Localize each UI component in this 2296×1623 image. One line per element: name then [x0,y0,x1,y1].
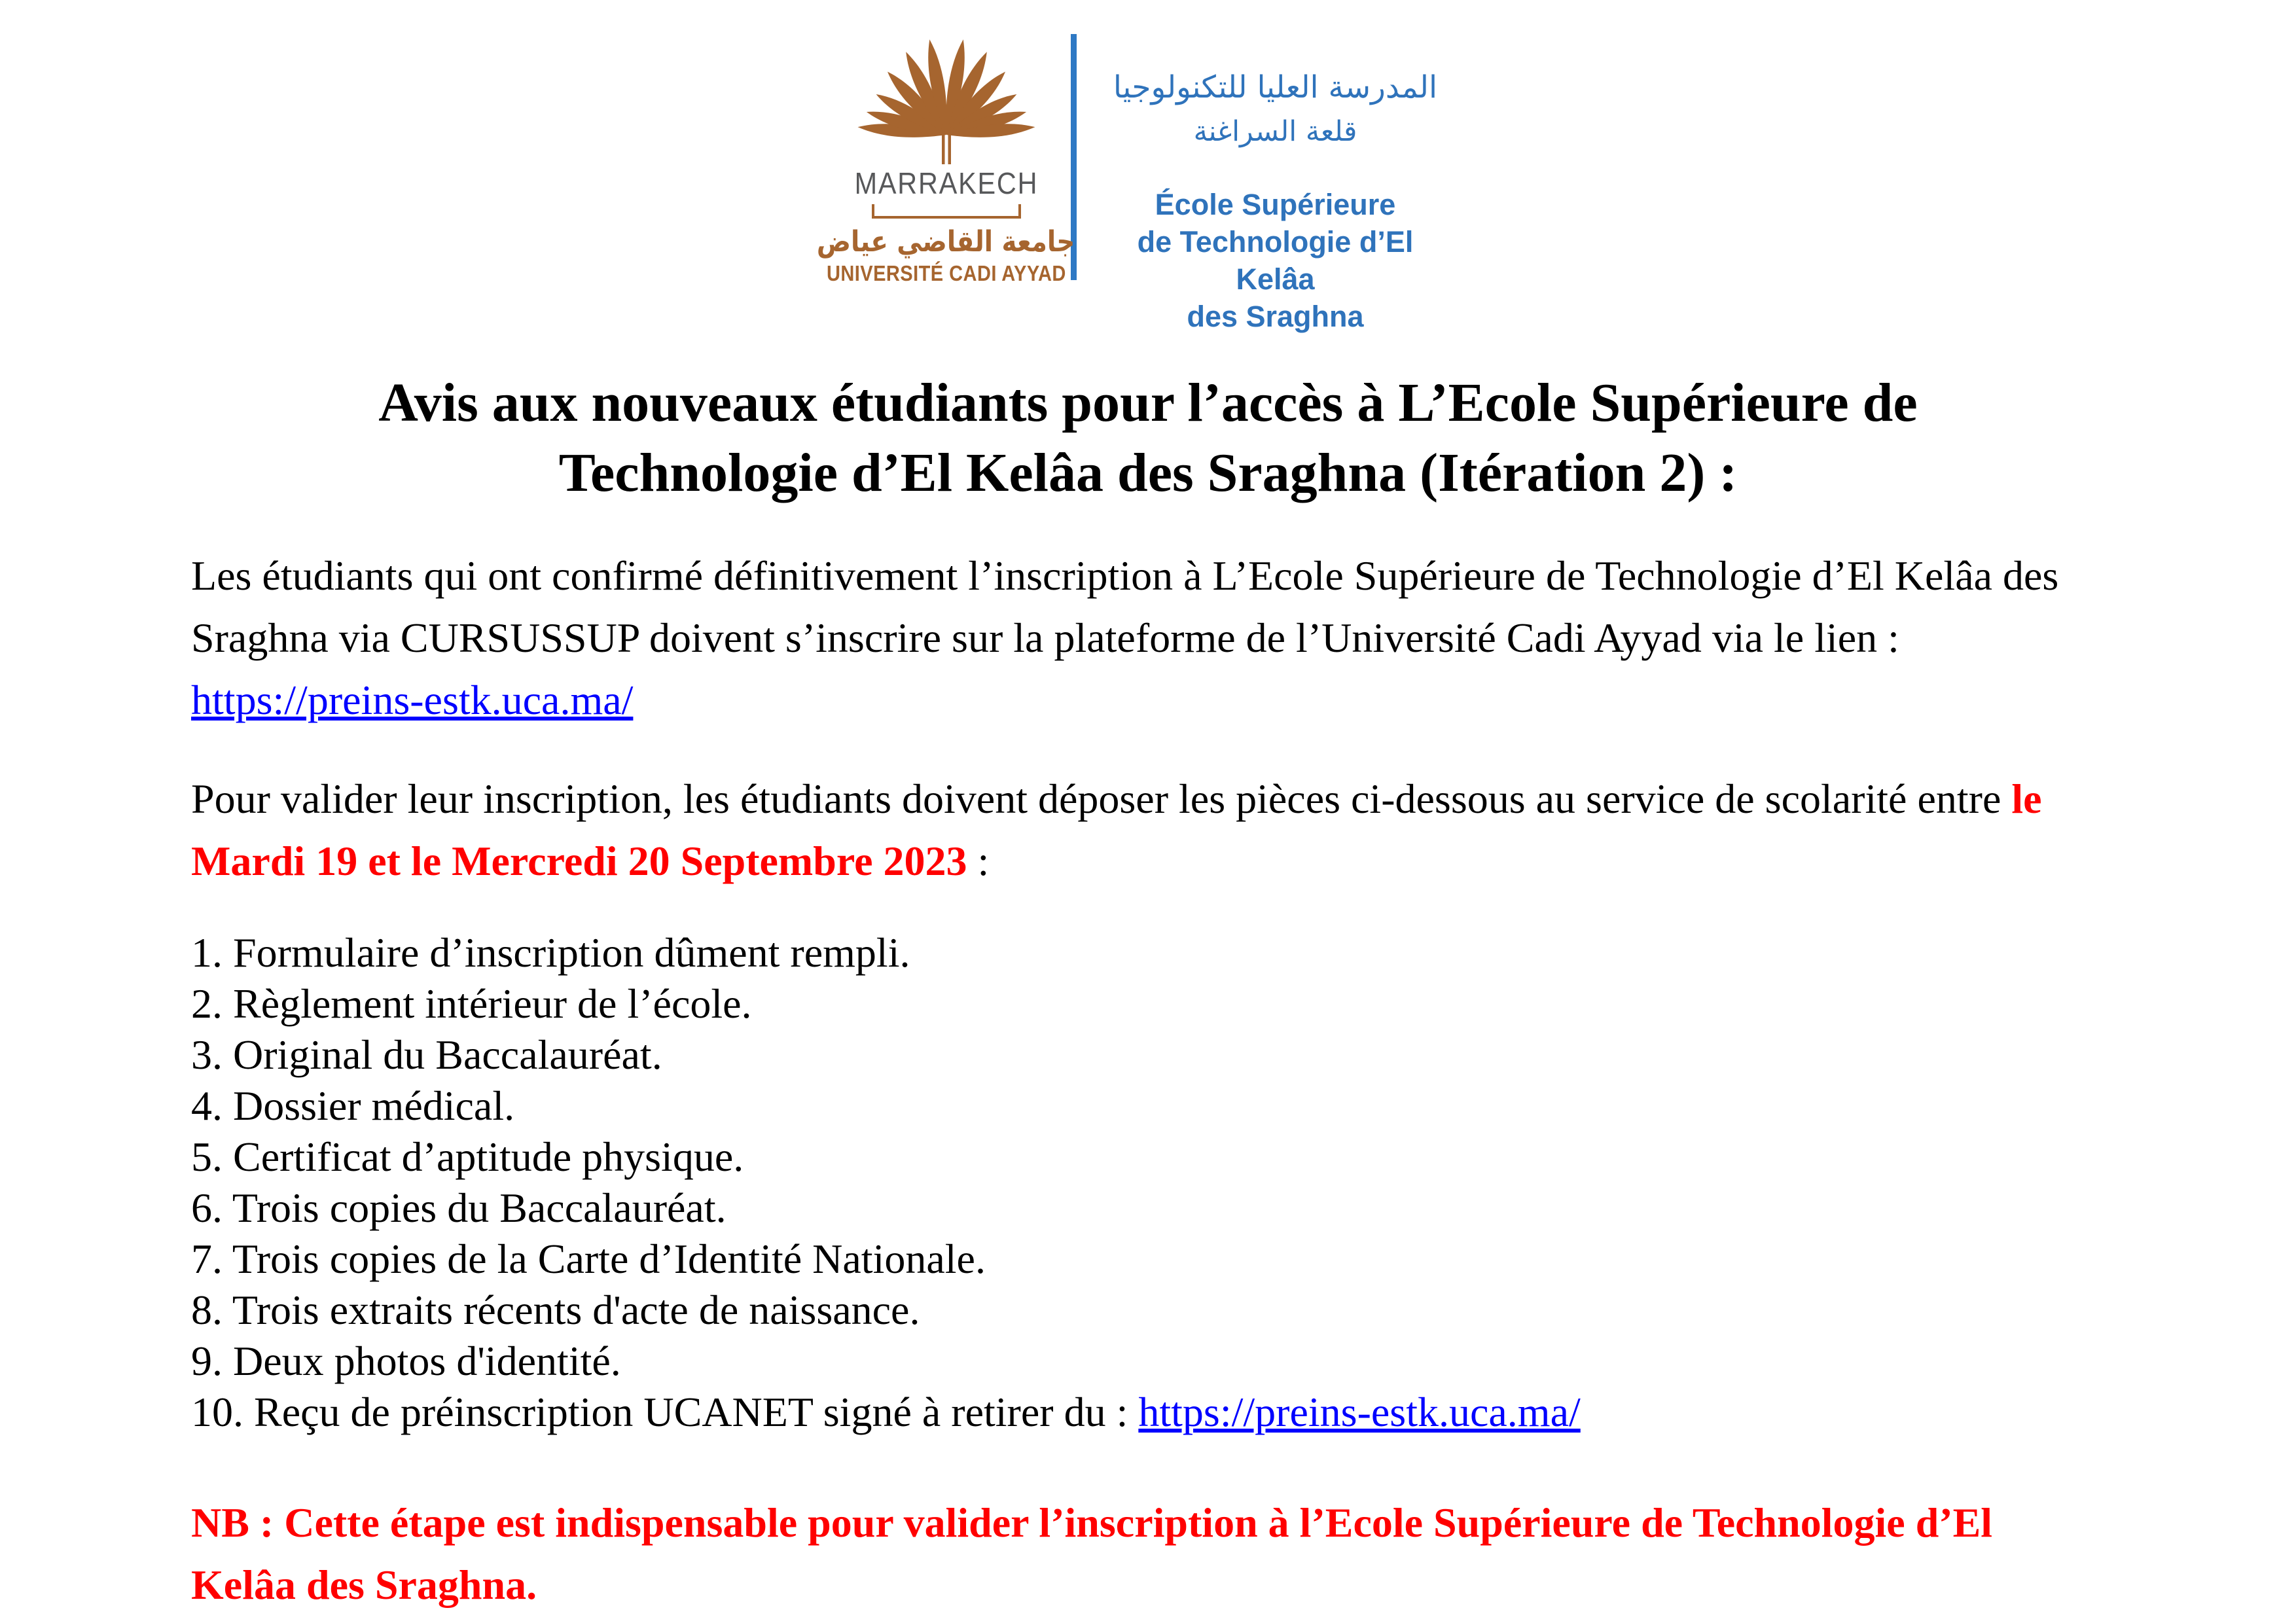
school-french-line3: des Sraghna [1187,300,1364,333]
list-item: 9. Deux photos d'identité. [191,1338,621,1385]
deposit-text-after: : [967,838,990,885]
school-arabic-line2: قلعة السراغنة [1193,115,1357,148]
deposit-paragraph [191,768,2105,892]
school-french-line1: École Supérieure [1155,188,1396,221]
header-logo [0,0,2296,335]
list-item: 3. Original du Baccalauréat. [191,1031,662,1079]
school-name-block [1099,30,1452,335]
list-item: 8. Trois extraits récents d'acte de naissance. [191,1287,920,1334]
intro-paragraph [191,544,2105,731]
school-french-name [1099,186,1452,335]
list-item: 6. Trois copies du Baccalauréat. [191,1185,726,1232]
logo-bracket-shape [872,204,1021,219]
preinscription-link[interactable]: https://preins-estk.uca.ma/ [191,677,634,724]
school-french-line2: de Technologie d’El Kelâa [1137,225,1414,296]
intro-text: Les étudiants qui ont confirmé définitivement l’inscription à L’Ecole Supérieure de Technologie d’El Kelâa des Sraghna via CURSUSSUP doivent s’inscrire sur la plateforme de l’Université Cadi Ayyad via le lien : [191,552,2059,662]
deposit-text-before: Pour valider leur inscription, les étudiants doivent déposer les pièces ci-dessous au service de scolarité entre [191,776,2012,823]
list-item: 5. Certificat d’aptitude physique. [191,1133,744,1181]
preinscription-link[interactable]: https://preins-estk.uca.ma/ [1138,1389,1581,1436]
logo-universite-cadi-ayyad: UNIVERSITÉ CADI AYYAD [826,261,1066,285]
list-item: 4. Dossier médical. [191,1082,515,1130]
notice-document [0,368,2296,1616]
page-title [191,368,2105,508]
list-item: 7. Trois copies de la Carte d’Identité Nationale. [191,1236,986,1283]
deposit-dates-highlight: le Mardi 19 et le Mercredi 20 Septembre 2023 [191,776,2042,885]
palm-arch-icon [848,30,1045,164]
required-documents-list [191,927,2105,1438]
school-arabic-line1: المدرسة العليا للتكنولوجيا [1113,69,1438,105]
list-item: 1. Formulaire d’inscription dûment rempli. [191,929,910,976]
logo-arabic-university-name: جامعة القاضي عياض [817,225,1075,259]
logo-marrakech-wordmark: MARRAKECH [854,166,1038,200]
list-item-receipt [191,1387,2105,1438]
receipt-item-text: 10. Reçu de préinscription UCANET signé à retirer du : [191,1389,1139,1436]
page-title-line2: Technologie d’El Kelâa des Sraghna (Itération 2) : [558,442,1738,503]
page-title-line1: Avis aux nouveaux étudiants pour l’accès à L’Ecole Supérieure de [378,372,1918,433]
uca-marrakech-logo [817,30,1075,286]
nb-warning: NB : Cette étape est indispensable pour valider l’inscription à l’Ecole Supérieure de Technologie d’El Kelâa des Sraghna. [191,1499,1993,1609]
list-item: 2. Règlement intérieur de l’école. [191,980,752,1027]
